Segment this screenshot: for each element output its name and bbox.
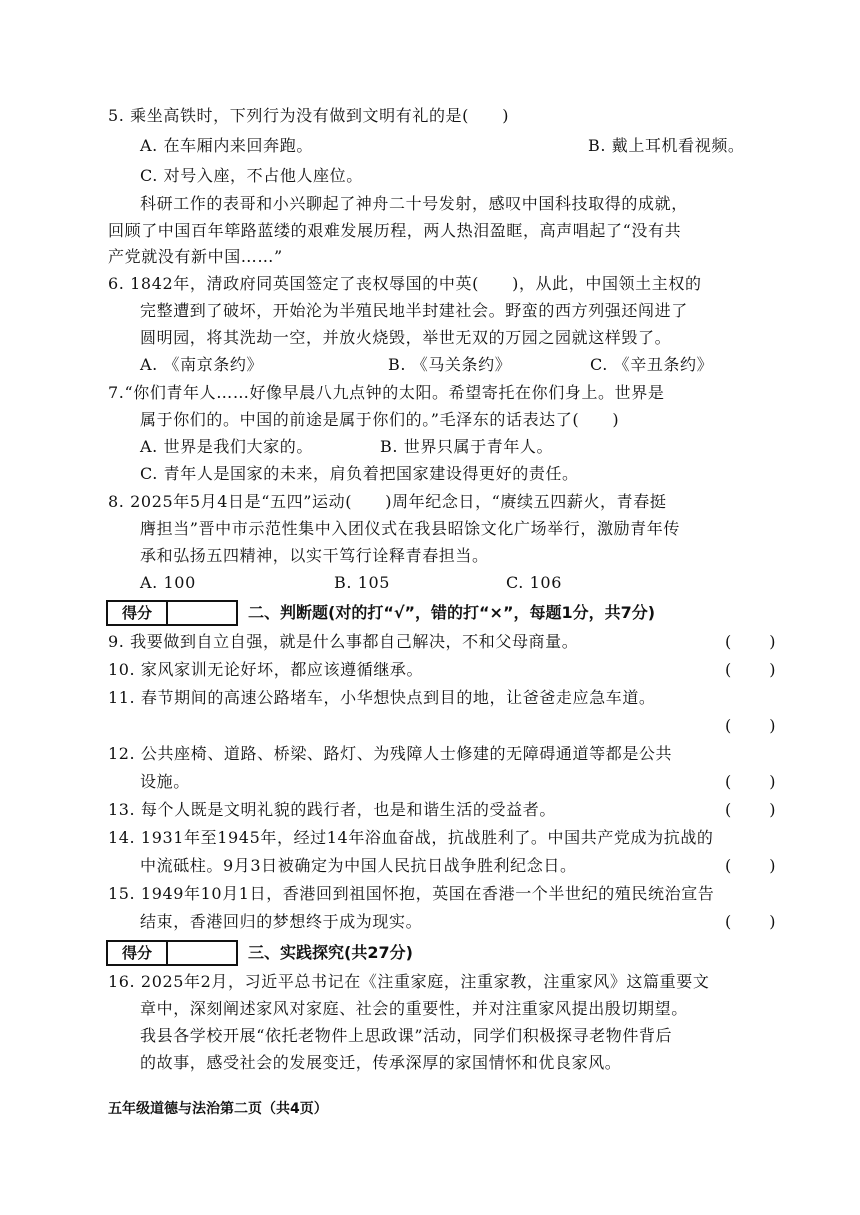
question-6-line-2: 完整遭到了破坏，开始沦为半殖民地半封建社会。野蛮的西方列强还闯进了 [140,301,688,320]
question-12-line-2: 设施。 [140,772,190,791]
question-6-option-c: C. 《辛丑条约》 [590,355,714,374]
passage-line-1: 科研工作的表哥和小兴聊起了神舟二十号发射，感叹中国科技取得的成就， [140,194,688,213]
question-8-line-3: 承和弘扬五四精神，以实干笃行诠释青春担当。 [140,546,489,565]
passage-line-3: 产党就没有新中国……” [108,247,283,266]
section-2-score-label: 得分 [108,602,168,624]
question-8-line-1: 8. 2025年5月4日是“五四”运动( )周年纪念日，“赓续五四薪火，青春挺 [108,492,667,511]
question-5-stem: 5. 乘坐高铁时，下列行为没有做到文明有礼的是( ) [108,106,510,125]
section-2-title: 二、判断题(对的打“√”，错的打“×”，每题1分，共7分) [248,603,656,622]
question-7-line-2: 属于你们的。中国的前途是属于你们的。”毛泽东的话表达了( ) [140,410,620,429]
question-12-answer-blank[interactable]: ( ) [725,772,778,791]
question-10-answer-blank[interactable]: ( ) [725,660,778,679]
question-13: 13. 每个人既是文明礼貌的践行者，也是和谐生活的受益者。 [108,800,556,819]
question-8-option-a: A. 100 [140,573,196,592]
question-16-line-3: 我县各学校开展“依托老物件上思政课”活动，同学们积极探寻老物件背后 [140,1026,673,1045]
question-6-option-a: A. 《南京条约》 [140,355,264,374]
page-footer: 五年级道德与法治第二页（共4页） [108,1101,328,1117]
question-11-answer-blank[interactable]: ( ) [725,716,778,735]
question-9-answer-blank[interactable]: ( ) [725,632,778,651]
section-3-score-box[interactable] [106,940,238,966]
question-16-line-1: 16. 2025年2月，习近平总书记在《注重家庭，注重家教，注重家风》这篇重要文 [108,972,710,991]
question-8-option-b: B. 105 [334,573,391,592]
section-2-score-box[interactable] [106,600,238,626]
question-5-option-b: B. 戴上耳机看视频。 [588,136,745,155]
question-14-answer-blank[interactable]: ( ) [725,856,778,875]
question-6-line-3: 圆明园，将其洗劫一空，并放火烧毁，举世无双的万园之园就这样毁了。 [140,328,672,347]
section-3-score-label: 得分 [108,942,168,964]
question-10: 10. 家风家训无论好坏，都应该遵循继承。 [108,660,424,679]
question-7-option-a: A. 世界是我们大家的。 [140,437,313,456]
question-7-line-1: 7.“你们青年人……好像早晨八九点钟的太阳。希望寄托在你们身上。世界是 [108,383,665,402]
question-12-line-1: 12. 公共座椅、道路、桥梁、路灯、为残障人士修建的无障碍通道等都是公共 [108,744,673,763]
question-6-option-b: B. 《马关条约》 [388,355,512,374]
section-3-title: 三、实践探究(共27分) [248,943,413,962]
question-5-option-c: C. 对号入座，不占他人座位。 [140,166,363,185]
question-15-answer-blank[interactable]: ( ) [725,912,778,931]
question-16-line-4: 的故事，感受社会的发展变迁，传承深厚的家国情怀和优良家风。 [140,1053,622,1072]
question-8-option-c: C. 106 [506,573,562,592]
question-6-line-1: 6. 1842年，清政府同英国签定了丧权辱国的中英( )，从此，中国领土主权的 [108,274,702,293]
question-7-option-c: C. 青年人是国家的未来，肩负着把国家建设得更好的责任。 [140,464,579,483]
question-16-line-2: 章中，深刻阐述家风对家庭、社会的重要性，并对注重家风提出殷切期望。 [140,999,688,1018]
question-8-line-2: 膺担当”晋中市示范性集中入团仪式在我县昭馀文化广场举行，激励青年传 [140,519,680,538]
question-13-answer-blank[interactable]: ( ) [725,800,778,819]
question-5-option-a: A. 在车厢内来回奔跑。 [140,136,313,155]
question-15-line-1: 15. 1949年10月1日，香港回到祖国怀抱，英国在香港一个半世纪的殖民统治宣告 [108,884,715,903]
passage-line-2: 回顾了中国百年筚路蓝缕的艰难发展历程，两人热泪盈眶，高声唱起了“没有共 [108,221,682,240]
question-9: 9. 我要做到自立自强，就是什么事都自己解决，不和父母商量。 [108,632,579,651]
question-7-option-b: B. 世界只属于青年人。 [380,437,554,456]
question-15-line-2: 结束，香港回归的梦想终于成为现实。 [140,912,423,931]
question-14-line-1: 14. 1931年至1945年，经过14年浴血奋战，抗战胜利了。中国共产党成为抗战的 [108,828,714,847]
question-11: 11. 春节期间的高速公路堵车，小华想快点到目的地，让爸爸走应急车道。 [108,688,656,707]
question-14-line-2: 中流砥柱。9月3日被确定为中国人民抗日战争胜利纪念日。 [140,856,577,875]
